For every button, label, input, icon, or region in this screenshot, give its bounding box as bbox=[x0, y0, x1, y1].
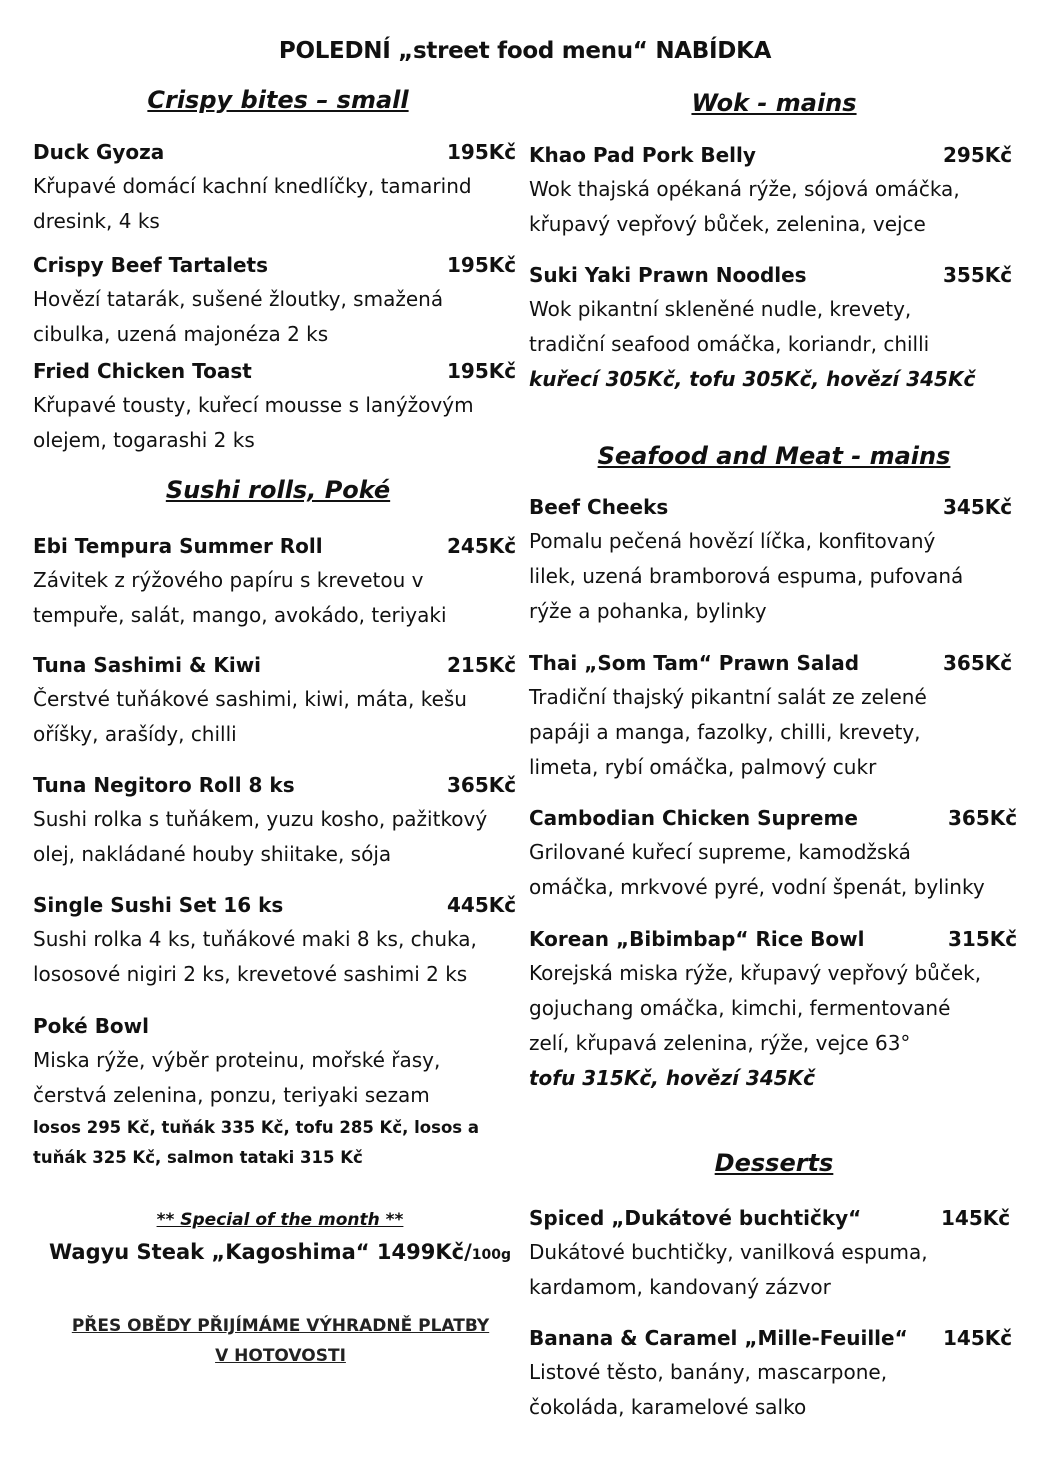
item-variants: kuřecí 305Kč, tofu 305Kč, hovězí 345Kč bbox=[529, 367, 976, 391]
item-price: 295Kč bbox=[943, 143, 1013, 167]
page-title: POLEDNÍ „street food menu“ NABÍDKA bbox=[278, 38, 772, 64]
item-name: Fried Chicken Toast bbox=[33, 359, 252, 383]
special-item: Wagyu Steak „Kagoshima“ 1499Kč/100g bbox=[48, 1240, 512, 1264]
menu-item bbox=[529, 922, 1019, 1096]
item-price: 195Kč bbox=[447, 359, 517, 383]
item-price: 145Kč bbox=[943, 1326, 1013, 1350]
item-description: Pomalu pečená hovězí líčka, konfitovaný lilek, uzená bramborová espuma, pufovaná rýže a pohanka, bylinky bbox=[529, 529, 964, 623]
menu-item bbox=[529, 1201, 1019, 1305]
section-title-crispy: Crispy bites – small bbox=[147, 86, 409, 114]
item-name: Cambodian Chicken Supreme bbox=[529, 806, 858, 830]
menu-item bbox=[33, 135, 518, 239]
item-name: Banana & Caramel „Mille-Feuille“ bbox=[529, 1326, 908, 1350]
menu-item bbox=[33, 248, 518, 352]
menu-item bbox=[33, 1009, 518, 1173]
section-title-desserts: Desserts bbox=[714, 1149, 834, 1177]
item-price: 345Kč bbox=[943, 495, 1013, 519]
item-description: Wok pikantní skleněné nudle, krevety, tradiční seafood omáčka, koriandr, chilli bbox=[529, 297, 930, 356]
item-price: 195Kč bbox=[447, 140, 517, 164]
special-unit: 100g bbox=[471, 1247, 512, 1263]
item-price: 355Kč bbox=[943, 263, 1013, 287]
menu-item bbox=[529, 138, 1019, 242]
item-price: 195Kč bbox=[447, 253, 517, 277]
item-name: Ebi Tempura Summer Roll bbox=[33, 534, 323, 558]
item-description: Sushi rolka s tuňákem, yuzu kosho, pažitkový olej, nakládané houby shiitake, sója bbox=[33, 807, 488, 866]
item-description: Listové těsto, banány, mascarpone, čokoláda, karamelové salko bbox=[529, 1360, 888, 1419]
special-of-month bbox=[0, 1206, 560, 1273]
item-name: Thai „Som Tam“ Prawn Salad bbox=[529, 651, 860, 675]
item-description: Grilované kuřecí supreme, kamodžská omáčka, mrkvové pyré, vodní špenát, bylinky bbox=[529, 840, 985, 899]
menu-item bbox=[529, 1321, 1019, 1425]
item-name: Tuna Negitoro Roll 8 ks bbox=[33, 773, 295, 797]
item-price: 245Kč bbox=[447, 534, 517, 558]
special-label: ** Special of the month ** bbox=[156, 1210, 404, 1230]
menu-item bbox=[33, 768, 518, 872]
item-name: Spiced „Dukátové buchtičky“ bbox=[529, 1206, 862, 1230]
item-description: Křupavé domácí kachní knedlíčky, tamarind dresink, 4 ks bbox=[33, 174, 472, 233]
item-description: Závitek z rýžového papíru s krevetou v tempuře, salát, mango, avokádo, teriyaki bbox=[33, 568, 447, 627]
item-description: Sushi rolka 4 ks, tuňákové maki 8 ks, chuka, lososové nigiri 2 ks, krevetové sashimi 2 ks bbox=[33, 927, 477, 986]
item-name: Duck Gyoza bbox=[33, 140, 165, 164]
item-price: 145Kč bbox=[941, 1206, 1011, 1230]
item-price: 365Kč bbox=[943, 651, 1013, 675]
item-description: Dukátové buchtičky, vanilková espuma, kardamom, kandovaný zázvor bbox=[529, 1240, 928, 1299]
item-name: Crispy Beef Tartalets bbox=[33, 253, 269, 277]
item-price: 445Kč bbox=[447, 893, 517, 917]
item-description: Čerstvé tuňákové sashimi, kiwi, máta, kešu oříšky, arašídy, chilli bbox=[33, 687, 467, 746]
menu-item bbox=[33, 648, 518, 752]
item-description: Miska rýže, výběr proteinu, mořské řasy, čerstvá zelenina, ponzu, teriyaki sezam bbox=[33, 1048, 441, 1107]
item-description: Tradiční thajský pikantní salát ze zelené papáji a manga, fazolky, chilli, krevety, limeta, rybí omáčka, palmový cukr bbox=[529, 685, 927, 779]
item-price: 215Kč bbox=[447, 653, 517, 677]
menu-item bbox=[529, 646, 1019, 785]
menu-item bbox=[33, 354, 518, 458]
section-title-wok: Wok - mains bbox=[691, 89, 857, 117]
section-title-sushi: Sushi rolls, Poké bbox=[165, 476, 391, 504]
item-description: Wok thajská opékaná rýže, sójová omáčka, křupavý vepřový bůček, zelenina, vejce bbox=[529, 177, 960, 236]
section-title-seafood: Seafood and Meat - mains bbox=[597, 442, 951, 470]
item-price: 365Kč bbox=[948, 806, 1018, 830]
item-description: Křupavé tousty, kuřecí mousse s lanýžovým olejem, togarashi 2 ks bbox=[33, 393, 474, 452]
item-name: Poké Bowl bbox=[33, 1014, 150, 1038]
item-description: Korejská miska rýže, křupavý vepřový bůček, gojuchang omáčka, kimchi, fermentované zelí, křupavá zelenina, rýže, vejce 63° bbox=[529, 961, 982, 1055]
item-variants: losos 295 Kč, tuňák 335 Kč, tofu 285 Kč, losos a tuňák 325 Kč, salmon tataki 315 Kč bbox=[33, 1118, 479, 1167]
payment-notice: PŘES OBĚDY PŘIJÍMÁME VÝHRADNĚ PLATBY V HOTOVOSTI bbox=[71, 1316, 490, 1366]
item-price: 365Kč bbox=[447, 773, 517, 797]
menu-item bbox=[529, 801, 1019, 905]
item-name: Suki Yaki Prawn Noodles bbox=[529, 263, 807, 287]
menu-item bbox=[529, 490, 1019, 629]
item-name: Single Sushi Set 16 ks bbox=[33, 893, 284, 917]
item-variants: tofu 315Kč, hovězí 345Kč bbox=[529, 1066, 816, 1090]
menu-item bbox=[529, 258, 1019, 397]
menu-item bbox=[33, 888, 518, 992]
menu-item bbox=[33, 529, 518, 633]
item-name: Tuna Sashimi & Kiwi bbox=[33, 653, 262, 677]
item-name: Beef Cheeks bbox=[529, 495, 669, 519]
item-description: Hovězí tatarák, sušené žloutky, smažená cibulka, uzená majonéza 2 ks bbox=[33, 287, 444, 346]
item-name: Khao Pad Pork Belly bbox=[529, 143, 756, 167]
item-name: Korean „Bibimbap“ Rice Bowl bbox=[529, 927, 865, 951]
item-price: 315Kč bbox=[948, 927, 1018, 951]
